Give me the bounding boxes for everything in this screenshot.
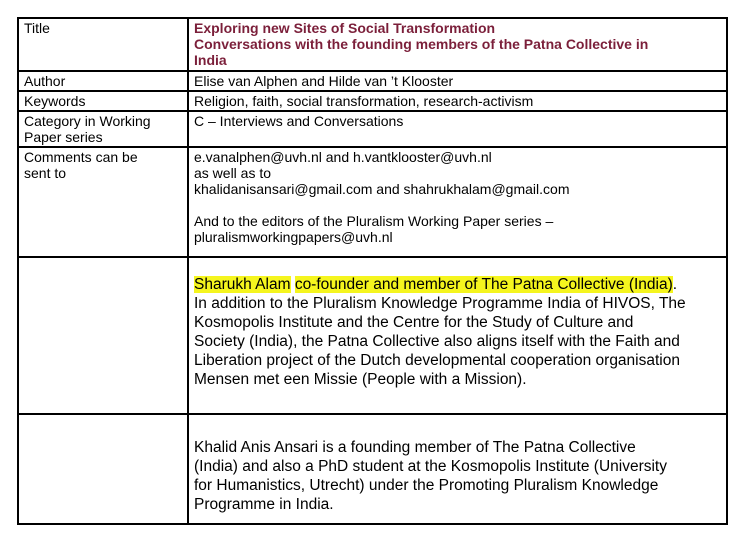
value-author: Elise van Alphen and Hilde van ’t Klooster <box>188 71 727 91</box>
row-khalid-ansari <box>18 414 727 524</box>
value-comments <box>188 147 727 257</box>
row-title <box>18 18 727 71</box>
category-label-line-1: Category in Working <box>24 113 151 129</box>
category-label-line-2: Paper series <box>24 129 103 145</box>
sharukh-line-3: Kosmopolis Institute and the Centre for the Study of Culture and <box>194 314 634 331</box>
row-category <box>18 111 727 147</box>
comments-line-2: as well as to <box>194 165 272 181</box>
khalid-line-3: for Humanistics, Utrecht) under the Promoting Pluralism Knowledge <box>194 477 659 494</box>
comments-label-line-1: Comments can be <box>24 149 138 165</box>
value-category: C – Interviews and Conversations <box>188 111 727 147</box>
period: . <box>672 276 678 293</box>
label-empty <box>18 414 188 524</box>
row-keywords <box>18 91 727 111</box>
spacer <box>194 416 721 438</box>
title-line-2: Conversations with the founding members of the Patna Collective in <box>194 36 649 52</box>
sharukh-line-4: Society (India), the Patna Collective also aligns itself with the Faith and <box>194 333 680 350</box>
row-sharukh-alam <box>18 257 727 414</box>
label-category <box>18 111 188 147</box>
spacer <box>194 197 721 213</box>
comments-line-3: khalidanisansari@gmail.com and shahrukhalam@gmail.com <box>194 181 570 197</box>
label-keywords: Keywords <box>18 91 188 111</box>
comments-line-1: e.vanalphen@uvh.nl and h.vantklooster@uvh.nl <box>194 149 492 165</box>
value-title <box>188 18 727 71</box>
comments-line-5: pluralismworkingpapers@uvh.nl <box>194 229 393 245</box>
khalid-line-2: (India) and also a PhD student at the Kosmopolis Institute (University <box>194 458 667 475</box>
khalid-line-1: Khalid Anis Ansari is a founding member of The Patna Collective <box>194 439 636 456</box>
comments-label-line-2: sent to <box>24 165 67 181</box>
value-sharukh-alam <box>188 257 727 414</box>
label-comments <box>18 147 188 257</box>
sharukh-line-6: Mensen met een Missie (People with a Mission). <box>194 371 527 388</box>
sharukh-line-1 <box>194 275 721 294</box>
label-empty <box>18 257 188 414</box>
row-comments <box>18 147 727 257</box>
comments-line-4: And to the editors of the Pluralism Working Paper series – <box>194 213 554 229</box>
khalid-line-4: Programme in India. <box>194 496 334 513</box>
value-khalid-ansari <box>188 414 727 524</box>
highlighted-role: co-founder and member of The Patna Collective (India) <box>294 276 673 293</box>
metadata-table <box>17 17 728 525</box>
title-line-1: Exploring new Sites of Social Transformation <box>194 20 496 36</box>
sharukh-line-2: In addition to the Pluralism Knowledge Programme India of HIVOS, The <box>194 295 686 312</box>
highlighted-name: Sharukh Alam <box>194 276 291 293</box>
sharukh-line-5: Liberation project of the Dutch developmental cooperation organisation <box>194 352 680 369</box>
row-author <box>18 71 727 91</box>
label-author: Author <box>18 71 188 91</box>
spacer <box>194 259 721 275</box>
label-title: Title <box>18 18 188 71</box>
value-keywords: Religion, faith, social transformation, research-activism <box>188 91 727 111</box>
title-line-3: India <box>194 52 227 68</box>
